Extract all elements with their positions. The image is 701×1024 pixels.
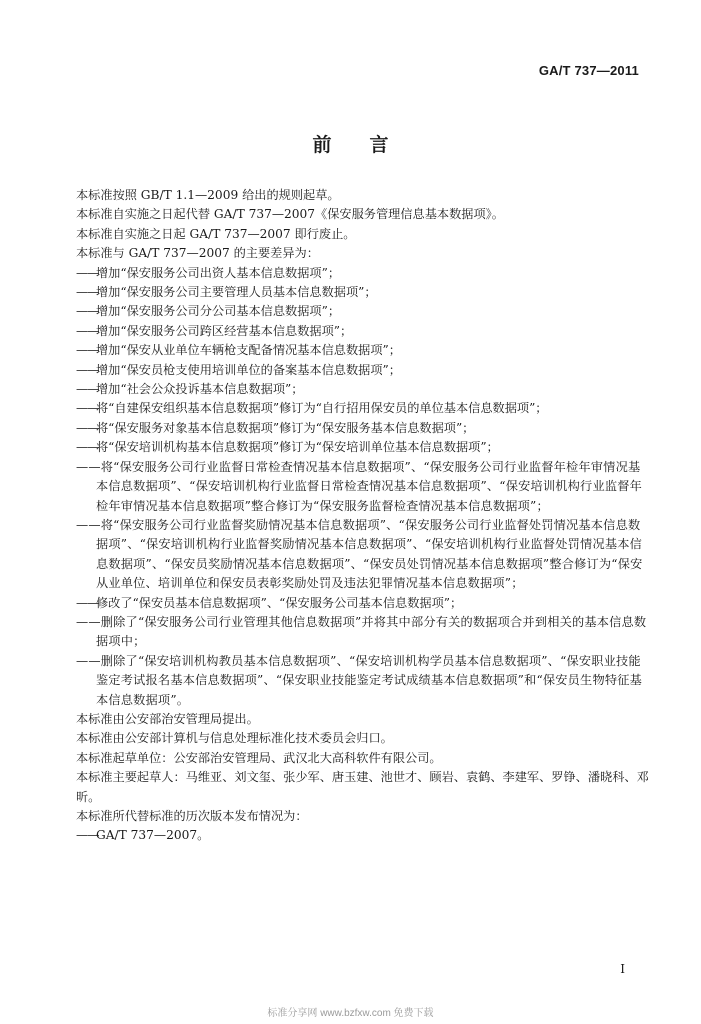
list-item: ——将“保安服务公司行业监督奖励情况基本信息数据项”、“保安服务公司行业监督处罚情况基本信息数据项”、“保安培训机构行业监督奖励情况基本信息数据项”、“保安培训机构行业监督处罚情况基本信息数据项”、“保安员奖励情况基本信息数据项”、“保安员处罚情况基本信息数据项”整合修订为“保安从业单位、培训单位和保安员表彰奖励处罚及违法犯罪情况基本信息数据项”； xyxy=(76,517,643,591)
footer-watermark: 标准分享网 www.bzfxw.com 免费下载 xyxy=(267,1008,434,1019)
list-item: ——删除了“保安培训机构教员基本信息数据项”、“保安培训机构学员基本信息数据项”、“保安职业技能鉴定考试报名基本信息数据项”、“保安职业技能鉴定考试成绩基本信息数据项”和“保安员生物特征基本信息数据项”。 xyxy=(76,653,642,707)
history-item: ——GA/T 737—2007。 xyxy=(76,826,650,845)
list-item: ——删除了“保安服务公司行业管理其他信息数据项”并将其中部分有关的数据项合并到相关的基本信息数据项中； xyxy=(76,614,647,649)
list-dash: —— xyxy=(76,459,101,474)
list-dash: —— xyxy=(76,614,101,629)
paragraph-proposer: 本标准由公安部治安管理局提出。 xyxy=(76,711,259,726)
paragraph-drafters: 本标准主要起草人：马维亚、刘文玺、张少军、唐玉建、池世才、顾岩、袁鹤、李建军、罗铮、潘晓科、邓昕。 xyxy=(76,770,649,804)
list-item: ——增加“社会公众投诉基本信息数据项”； xyxy=(76,380,650,399)
list-item: ——修改了“保安员基本信息数据项”、“保安服务公司基本信息数据项”； xyxy=(76,594,650,613)
list-dash: —— xyxy=(76,265,99,280)
list-dash: —— xyxy=(76,828,99,843)
list-dash: —— xyxy=(76,285,99,300)
list-dash: —— xyxy=(76,304,99,319)
list-item: ——增加“保安服务公司跨区经营基本信息数据项”； xyxy=(76,322,650,341)
paragraph-drafting-unit: 本标准起草单位：公安部治安管理局、武汉北大高科软件有限公司。 xyxy=(76,750,442,765)
page-title: 前言 xyxy=(312,134,427,156)
paragraph-committee: 本标准由公安部计算机与信息处理标准化技术委员会归口。 xyxy=(76,731,393,746)
paragraph-history-intro: 本标准所代替标准的历次版本发布情况为： xyxy=(76,809,308,823)
list-item: ——增加“保安员枪支使用培训单位的备案基本信息数据项”； xyxy=(76,361,650,380)
list-item: ——将“自建保安组织基本信息数据项”修订为“自行招用保安员的单位基本信息数据项”； xyxy=(76,399,650,418)
list-item: ——增加“保安服务公司出资人基本信息数据项”； xyxy=(76,264,650,283)
paragraph-differences-intro: 本标准与 GA/T 737—2007 的主要差异为： xyxy=(76,246,319,261)
paragraph-abolished: 本标准自实施之日起 GA/T 737—2007 即行废止。 xyxy=(76,226,356,241)
list-dash: —— xyxy=(76,653,101,668)
list-dash: —— xyxy=(76,323,99,338)
differences-list xyxy=(76,264,650,710)
page-number: I xyxy=(620,962,625,976)
list-dash: —— xyxy=(76,420,99,435)
standard-code: GA/T 737—2011 xyxy=(538,63,639,78)
list-item: ——增加“保安服务公司主要管理人员基本信息数据项”； xyxy=(76,283,650,302)
list-dash: —— xyxy=(76,517,101,532)
foreword-body xyxy=(76,186,650,846)
list-item: ——增加“保安服务公司分公司基本信息数据项”； xyxy=(76,302,650,321)
list-dash: —— xyxy=(76,362,99,377)
list-item: ——增加“保安从业单位车辆枪支配备情况基本信息数据项”； xyxy=(76,341,650,360)
paragraph-drafting-rule: 本标准按照 GB/T 1.1—2009 给出的规则起草。 xyxy=(76,188,340,202)
list-dash: —— xyxy=(76,595,99,610)
list-dash: —— xyxy=(76,382,99,397)
list-dash: —— xyxy=(76,401,99,416)
paragraph-replaces: 本标准自实施之日起代替 GA/T 737—2007《保安服务管理信息基本数据项》。 xyxy=(76,207,504,222)
list-item: ——将“保安服务对象基本信息数据项”修订为“保安服务基本信息数据项”； xyxy=(76,419,650,438)
list-item: ——将“保安培训机构基本信息数据项”修订为“保安培训单位基本信息数据项”； xyxy=(76,438,650,457)
list-dash: —— xyxy=(76,440,99,455)
list-dash: —— xyxy=(76,343,99,358)
list-item: ——将“保安服务公司行业监督日常检查情况基本信息数据项”、“保安服务公司行业监督年检年审情况基本信息数据项”、“保安培训机构行业监督日常检查情况基本信息数据项”、“保安培训机构行业监督年检年审情况基本信息数据项”整合修订为“保安服务监督检查情况基本信息数据项”； xyxy=(76,459,642,513)
